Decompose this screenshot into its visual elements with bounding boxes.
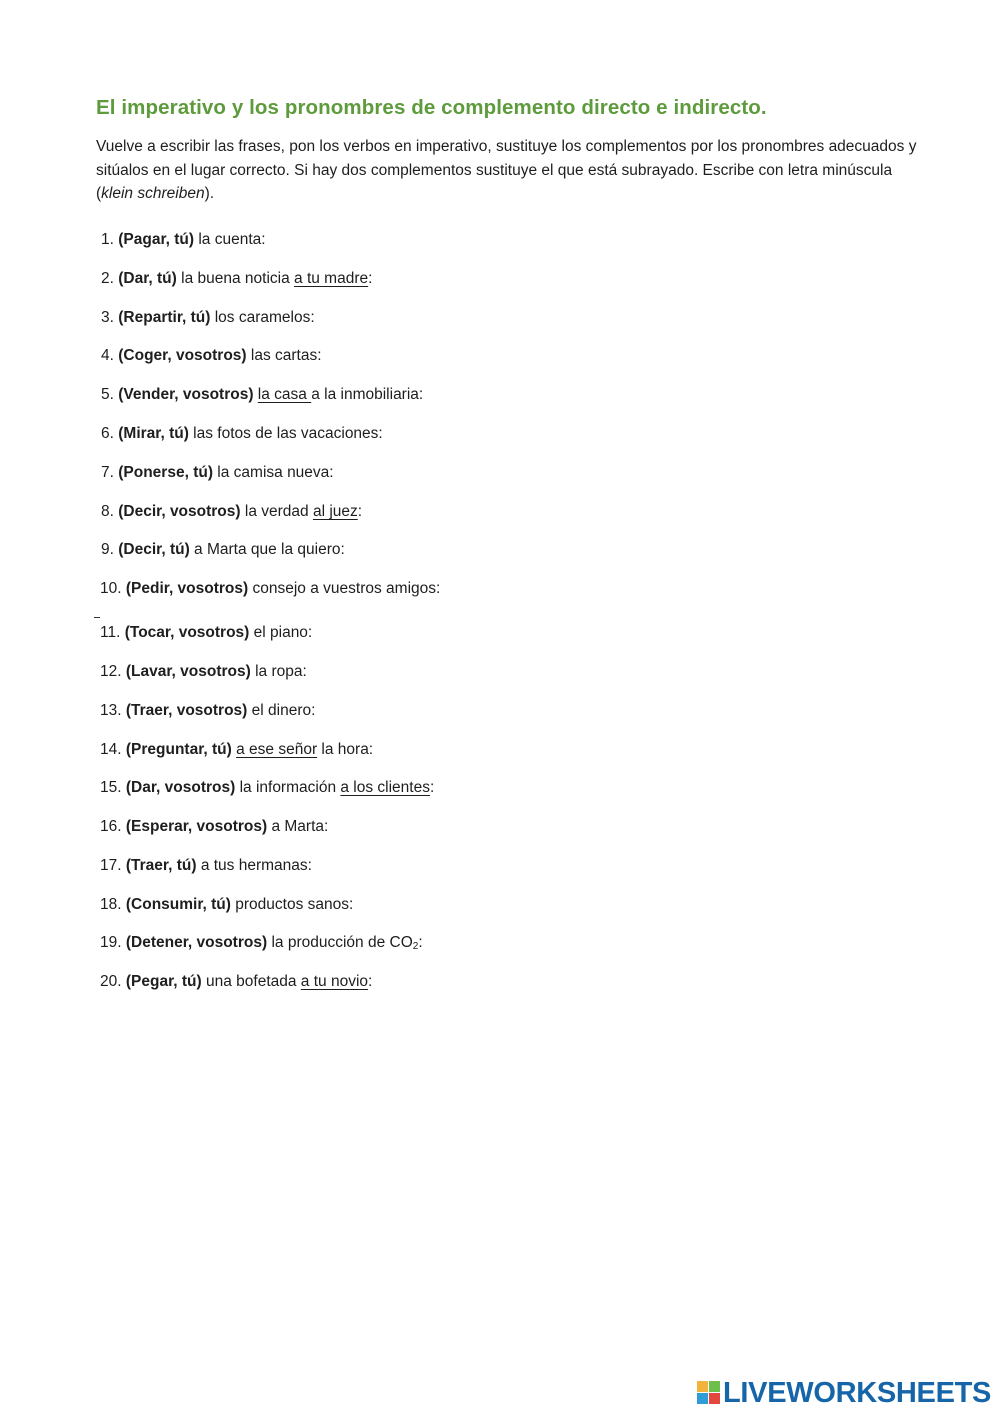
exercise-number: 4.	[101, 347, 114, 364]
exercise-verb: (Pegar, tú)	[125, 973, 202, 990]
exercise-verb: (Lavar, vosotros)	[125, 663, 251, 680]
exercise-number: 9.	[101, 541, 114, 558]
exercise-verb: (Pagar, tú)	[118, 231, 195, 248]
exercise-underlined-complement: a tu novio	[300, 973, 369, 990]
exercise-number: 5.	[101, 386, 114, 403]
exercise-item	[100, 702, 315, 720]
exercise-text: la buena noticia	[176, 270, 295, 287]
exercise-verb: (Ponerse, tú)	[118, 464, 213, 481]
exercise-text: una bofetada	[201, 973, 301, 990]
exercise-item	[101, 231, 266, 249]
exercise-verb: (Esperar, vosotros)	[125, 818, 268, 835]
exercise-number: 13.	[100, 702, 122, 719]
exercise-verb: (Pedir, vosotros)	[125, 580, 249, 597]
exercise-number: 8.	[101, 503, 114, 520]
exercise-number: 1.	[101, 231, 114, 248]
exercise-item	[101, 386, 423, 404]
exercise-verb: (Tocar, vosotros)	[124, 624, 250, 641]
exercise-number: 12.	[100, 663, 122, 680]
exercise-item	[101, 503, 362, 521]
exercise-verb: (Coger, vosotros)	[118, 347, 247, 364]
exercise-verb: (Traer, vosotros)	[125, 702, 248, 719]
exercise-item	[101, 464, 334, 482]
exercise-text-end: la hora:	[317, 741, 374, 758]
exercise-verb: (Decir, tú)	[118, 541, 190, 558]
exercise-text: la producción de CO	[267, 934, 413, 951]
exercise-text-end: :	[357, 503, 363, 520]
exercise-text: la verdad	[240, 503, 313, 520]
exercise-number: 15.	[100, 779, 122, 796]
exercise-verb: (Mirar, tú)	[118, 425, 189, 442]
exercise-text-end: :	[429, 779, 435, 796]
stray-mark	[94, 617, 100, 618]
exercise-item	[101, 541, 345, 559]
exercise-underlined-complement: a ese señor	[236, 741, 318, 758]
exercise-item	[100, 580, 440, 598]
exercise-verb: (Consumir, tú)	[125, 896, 231, 913]
exercise-text: consejo a vuestros amigos:	[248, 580, 441, 597]
exercise-item	[100, 896, 353, 914]
exercise-text: los caramelos:	[210, 309, 315, 326]
exercise-number: 19.	[100, 934, 122, 951]
exercise-verb: (Repartir, tú)	[118, 309, 211, 326]
exercise-item	[100, 624, 312, 642]
exercise-text: la ropa:	[250, 663, 307, 680]
exercise-text: el piano:	[249, 624, 313, 641]
exercise-text: productos sanos:	[230, 896, 354, 913]
instructions-end: ).	[204, 185, 215, 202]
exercise-text-end: :	[368, 270, 373, 287]
exercise-text: la camisa nueva:	[212, 464, 334, 481]
exercise-number: 10.	[100, 580, 122, 597]
exercise-item	[100, 741, 373, 759]
exercise-item	[100, 818, 328, 836]
exercise-item	[101, 309, 315, 327]
exercise-number: 16.	[100, 818, 122, 835]
exercise-number: 6.	[101, 425, 114, 442]
exercise-number: 20.	[100, 973, 122, 990]
exercise-number: 11.	[100, 624, 121, 641]
exercise-number: 2.	[101, 270, 114, 287]
exercise-text: a tus hermanas:	[196, 857, 312, 874]
exercise-item	[100, 934, 423, 952]
exercise-text: las cartas:	[246, 347, 322, 364]
exercise-text: el dinero:	[247, 702, 316, 719]
exercise-number: 14.	[100, 741, 122, 758]
exercise-text: las fotos de las vacaciones:	[188, 425, 383, 442]
exercise-item	[101, 425, 383, 443]
exercise-verb: (Vender, vosotros)	[118, 386, 254, 403]
instructions-paragraph	[96, 135, 926, 206]
liveworksheets-logo	[697, 1376, 991, 1410]
worksheet-title: El imperativo y los pronombres de complemento directo e indirecto.	[96, 96, 767, 119]
instructions-italic: klein schreiben	[101, 185, 205, 202]
exercise-verb: (Dar, tú)	[118, 270, 177, 287]
exercise-verb: (Decir, vosotros)	[118, 503, 241, 520]
exercise-underlined-complement: al juez	[312, 503, 358, 520]
instructions-text: Vuelve a escribir las frases, pon los verbos en imperativo, sustituye los complementos por los pronombres adecuados y sitúalos en el lugar correcto. Si hay dos complementos sustituye el que está subrayado. Escribe con letra minúscula (	[96, 138, 917, 202]
exercise-item	[100, 663, 307, 681]
exercise-text: la cuenta:	[194, 231, 266, 248]
exercise-text: la información	[235, 779, 341, 796]
exercise-underlined-complement: a los clientes	[340, 779, 430, 796]
exercise-text: a Marta que la quiero:	[189, 541, 345, 558]
exercise-verb: (Traer, tú)	[125, 857, 197, 874]
exercise-verb: (Detener, vosotros)	[125, 934, 268, 951]
logo-mark-icon	[697, 1381, 721, 1405]
exercise-item	[100, 779, 434, 797]
exercise-item	[100, 857, 312, 875]
exercise-verb: (Dar, vosotros)	[125, 779, 236, 796]
exercise-number: 18.	[100, 896, 122, 913]
exercise-item	[101, 347, 322, 365]
exercise-item	[101, 270, 372, 288]
exercise-text-end: a la inmobiliaria:	[311, 386, 424, 403]
exercise-text-end: :	[418, 934, 423, 951]
exercise-item	[100, 973, 372, 991]
logo-text: LIVEWORKSHEETS	[723, 1377, 992, 1409]
exercise-text: a Marta:	[267, 818, 329, 835]
exercise-subscript: 2	[412, 941, 419, 952]
exercise-number: 3.	[101, 309, 114, 326]
exercise-underlined-complement: a tu madre	[294, 270, 369, 287]
exercise-underlined-complement: la casa	[257, 386, 312, 403]
exercise-number: 7.	[101, 464, 114, 481]
exercise-text-end: :	[368, 973, 373, 990]
exercise-verb: (Preguntar, tú)	[125, 741, 232, 758]
exercise-number: 17.	[100, 857, 122, 874]
